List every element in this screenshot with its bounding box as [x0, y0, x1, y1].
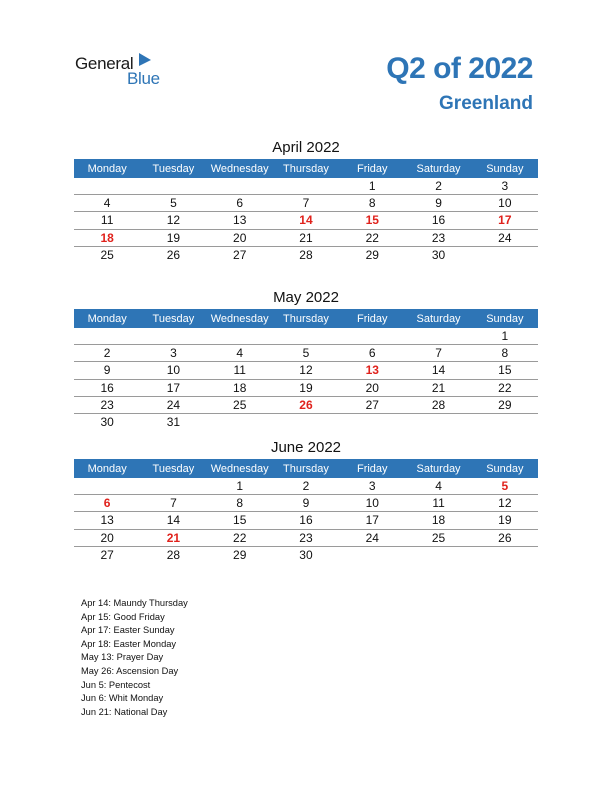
week-row [74, 229, 538, 246]
day-cell: 30 [299, 547, 313, 562]
day-cell: 25 [405, 529, 471, 546]
day-cell: 14 [273, 212, 339, 229]
day-cell: 20 [74, 529, 140, 546]
day-cell: 28 [166, 547, 181, 562]
week-row [74, 212, 538, 229]
weekday-header: Saturday [405, 309, 471, 328]
empty-day-cell [472, 246, 538, 263]
weekday-header: Saturday [405, 459, 471, 478]
day-cell: 10 [140, 362, 206, 379]
empty-day-cell [273, 178, 339, 195]
holiday-item: Apr 15: Good Friday [81, 611, 165, 622]
month-title: May 2022 [273, 289, 339, 306]
week-row [74, 246, 538, 263]
day-cell: 12 [472, 495, 538, 512]
day-cell: 9 [273, 495, 339, 512]
calendar-grid [74, 459, 538, 563]
weekday-header: Sunday [472, 159, 538, 178]
day-cell: 13 [74, 512, 140, 529]
day-cell: 1 [339, 178, 405, 195]
empty-day-cell [74, 328, 140, 345]
day-cell: 22 [472, 379, 538, 396]
empty-day-cell [140, 328, 206, 345]
week-row [74, 379, 538, 396]
holiday-item: Jun 21: National Day [81, 706, 168, 717]
week-row [74, 345, 538, 362]
week-row [74, 478, 538, 495]
day-cell: 13 [339, 362, 405, 379]
weekday-header-row [74, 159, 538, 178]
empty-day-cell [339, 413, 405, 430]
weekday-header: Thursday [273, 159, 339, 178]
day-cell: 26 [166, 247, 181, 262]
day-cell: 21 [140, 529, 206, 546]
day-cell: 8 [472, 345, 538, 362]
weekday-header: Wednesday [207, 159, 273, 178]
day-cell: 6 [339, 345, 405, 362]
weekday-header: Wednesday [207, 459, 273, 478]
empty-day-cell [273, 328, 339, 345]
day-cell: 14 [405, 362, 471, 379]
day-cell: 5 [273, 345, 339, 362]
weekday-header-row [74, 309, 538, 328]
logo [75, 52, 175, 92]
day-cell: 1 [472, 328, 538, 345]
day-cell: 30 [431, 247, 446, 262]
weekday-header: Friday [339, 159, 405, 178]
weekday-header: Saturday [405, 159, 471, 178]
weekday-header: Thursday [273, 459, 339, 478]
day-cell: 24 [339, 529, 405, 546]
day-cell: 6 [74, 495, 140, 512]
day-cell: 9 [74, 362, 140, 379]
day-cell: 27 [233, 247, 247, 262]
day-cell: 19 [140, 229, 206, 246]
month-june [74, 437, 538, 563]
day-cell: 9 [405, 195, 471, 212]
day-cell: 4 [74, 195, 140, 212]
day-cell: 2 [273, 478, 339, 495]
page-title: Q2 of 2022 [386, 52, 533, 85]
holiday-item: May 26: Ascension Day [81, 665, 179, 676]
day-cell: 14 [140, 512, 206, 529]
weekday-header: Sunday [472, 309, 538, 328]
empty-day-cell [74, 178, 140, 195]
day-cell: 4 [405, 478, 471, 495]
day-cell: 19 [273, 379, 339, 396]
day-cell: 16 [405, 212, 471, 229]
month-april [74, 137, 538, 263]
week-row [74, 413, 538, 430]
weekday-header: Thursday [273, 309, 339, 328]
day-cell: 25 [207, 396, 273, 413]
weekday-header: Tuesday [140, 309, 206, 328]
day-cell: 3 [140, 345, 206, 362]
holiday-item: May 13: Prayer Day [81, 652, 164, 663]
day-cell: 11 [74, 212, 140, 229]
day-cell: 21 [273, 229, 339, 246]
day-cell: 7 [405, 345, 471, 362]
day-cell: 18 [405, 512, 471, 529]
day-cell: 17 [472, 212, 538, 229]
empty-day-cell [207, 413, 273, 430]
day-cell: 3 [472, 178, 538, 195]
holiday-list [81, 597, 188, 719]
empty-day-cell [405, 328, 471, 345]
logo-text-general: General [75, 54, 134, 73]
day-cell: 13 [207, 212, 273, 229]
holiday-item: Apr 17: Easter Sunday [81, 625, 175, 636]
logo-flag-icon [138, 52, 152, 67]
empty-day-cell [74, 478, 140, 495]
week-row [74, 328, 538, 345]
weekday-header: Friday [339, 309, 405, 328]
day-cell: 19 [472, 512, 538, 529]
weekday-header: Sunday [472, 459, 538, 478]
page-subtitle: Greenland [439, 93, 533, 114]
day-cell: 15 [207, 512, 273, 529]
day-cell: 3 [339, 478, 405, 495]
day-cell: 21 [405, 379, 471, 396]
day-cell: 17 [140, 379, 206, 396]
holiday-item: Apr 18: Easter Monday [81, 638, 177, 649]
day-cell: 24 [140, 396, 206, 413]
day-cell: 12 [273, 362, 339, 379]
day-cell: 26 [472, 529, 538, 546]
month-may [74, 287, 538, 430]
week-row [74, 546, 538, 563]
holiday-item: Jun 5: Pentecost [81, 679, 151, 690]
day-cell: 23 [405, 229, 471, 246]
week-row [74, 529, 538, 546]
weekday-header: Monday [74, 309, 140, 328]
empty-day-cell [207, 328, 273, 345]
holiday-item: Apr 14: Maundy Thursday [81, 598, 188, 608]
day-cell: 7 [273, 195, 339, 212]
day-cell: 2 [405, 178, 471, 195]
weekday-header: Tuesday [140, 159, 206, 178]
week-row [74, 512, 538, 529]
empty-day-cell [405, 546, 471, 563]
empty-day-cell [339, 546, 405, 563]
day-cell: 15 [339, 212, 405, 229]
day-cell: 11 [405, 495, 471, 512]
holiday-item: Jun 6: Whit Monday [81, 693, 164, 704]
weekday-header: Monday [74, 459, 140, 478]
day-cell: 5 [140, 195, 206, 212]
empty-day-cell [472, 546, 538, 563]
calendar-grid [74, 159, 538, 263]
day-cell: 16 [74, 379, 140, 396]
day-cell: 7 [140, 495, 206, 512]
day-cell: 22 [207, 529, 273, 546]
day-cell: 18 [207, 379, 273, 396]
day-cell: 5 [472, 478, 538, 495]
week-row [74, 362, 538, 379]
day-cell: 11 [207, 362, 273, 379]
day-cell: 31 [166, 415, 181, 430]
week-row [74, 195, 538, 212]
week-row [74, 495, 538, 512]
day-cell: 24 [472, 229, 538, 246]
calendar-grid [74, 309, 538, 430]
day-cell: 25 [100, 247, 114, 262]
weekday-header: Monday [74, 159, 140, 178]
day-cell: 28 [405, 396, 471, 413]
empty-day-cell [273, 413, 339, 430]
day-cell: 17 [339, 512, 405, 529]
day-cell: 20 [207, 229, 273, 246]
empty-day-cell [140, 478, 206, 495]
weekday-header: Wednesday [207, 309, 273, 328]
empty-day-cell [472, 413, 538, 430]
day-cell: 12 [140, 212, 206, 229]
empty-day-cell [339, 328, 405, 345]
month-title: April 2022 [272, 139, 340, 156]
day-cell: 18 [74, 229, 140, 246]
day-cell: 15 [472, 362, 538, 379]
week-row [74, 396, 538, 413]
empty-day-cell [207, 178, 273, 195]
day-cell: 6 [207, 195, 273, 212]
day-cell: 29 [233, 547, 247, 562]
day-cell: 8 [207, 495, 273, 512]
day-cell: 29 [472, 396, 538, 413]
empty-day-cell [140, 178, 206, 195]
day-cell: 10 [472, 195, 538, 212]
day-cell: 20 [339, 379, 405, 396]
day-cell: 2 [74, 345, 140, 362]
weekday-header: Tuesday [140, 459, 206, 478]
day-cell: 22 [339, 229, 405, 246]
day-cell: 8 [339, 195, 405, 212]
day-cell: 23 [273, 529, 339, 546]
day-cell: 29 [365, 247, 379, 262]
day-cell: 30 [100, 415, 114, 430]
day-cell: 16 [273, 512, 339, 529]
week-row [74, 178, 538, 195]
day-cell: 27 [339, 396, 405, 413]
month-title: June 2022 [270, 439, 342, 456]
empty-day-cell [405, 413, 471, 430]
weekday-header: Friday [339, 459, 405, 478]
day-cell: 26 [273, 396, 339, 413]
day-cell: 28 [299, 247, 313, 262]
day-cell: 23 [74, 396, 140, 413]
day-cell: 1 [207, 478, 273, 495]
day-cell: 27 [100, 547, 114, 562]
day-cell: 10 [339, 495, 405, 512]
weekday-header-row [74, 459, 538, 478]
logo-text-blue: Blue [127, 69, 160, 88]
day-cell: 4 [207, 345, 273, 362]
